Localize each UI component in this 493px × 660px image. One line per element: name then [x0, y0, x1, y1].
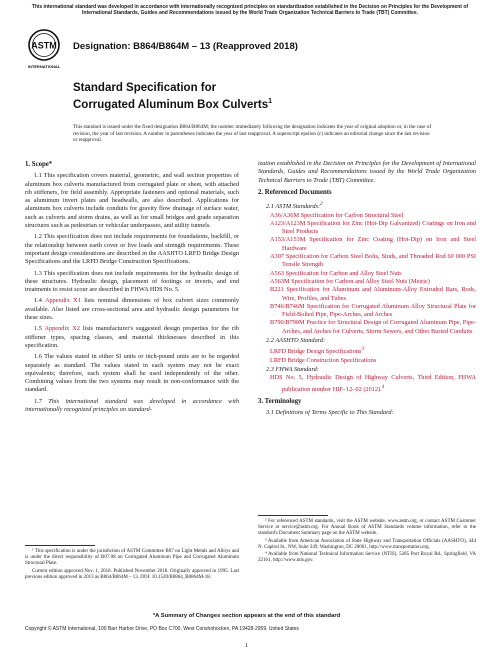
footnotes-right	[258, 519, 476, 565]
para-1-4-text: lists nominal dimensions of box culvert sizes commonly available. Also listed are cross-sectional area and hydraulic design parameters for these sizes.	[25, 297, 239, 322]
page-title	[73, 81, 272, 112]
para-1-7-continued: ization established in the Decision on Principles for the Development of International Standards, Guides and Recommendations issued by the World Trade Organization Technical Barriers to Trade (TBT) Committee.	[258, 160, 476, 184]
appendix-x2-link[interactable]: Appendix X2	[44, 325, 80, 333]
copyright-notice: Copyright © ASTM International, 100 Barr Harbor Drive, PO Box C700, West Conshohocken, PA 19428-2959. United States	[25, 626, 299, 632]
reference-code[interactable]: A153/A153M	[270, 236, 306, 244]
fhwa-footnote-ref: 4	[381, 383, 385, 390]
fhwa-heading: 2.3 FHWA Standard:	[266, 366, 319, 374]
reference-item[interactable]	[270, 220, 476, 237]
para-1-4	[25, 297, 239, 322]
footnote-1-edition: Current edition approved Nov. 1, 2018. Published November 2018. Originally approved in 1995. Last previous edition approved in 2013 as B864/B864M – 13. DOI: 10.1520/B0864_B0864M-18.	[25, 568, 239, 580]
logo-subtext: INTERNATIONAL	[27, 64, 61, 69]
left-column	[25, 160, 239, 417]
right-column	[258, 160, 476, 418]
para-1-4-number: 1.4	[34, 297, 45, 305]
para-1-2: 1.2 This specification does not include requirements for foundations, backfill, or the relationship between earth cover or live loads and strength requirements. These important design considerations are described in the AASHTO LRFD Bridge Design Specifications and the LRFD Bridge Construction Specifications.	[25, 233, 239, 266]
reference-title[interactable]: Specification for Corrugated Aluminum Alloy Structural Plate for Field-Bolted Pipe, Pipe-Arches, and Arches	[282, 302, 476, 319]
para-1-5-number: 1.5	[34, 325, 45, 333]
reference-list	[258, 212, 476, 336]
para-1-1: 1.1 This specification covers material, geometric, and wall section properties of aluminum box culverts manufactured from corrugated plate or sheet, with attached rib stiffeners, for field assembly. Appropriate fasteners and optional materials, such as aluminum invert plates and headwalls, are also described. Applications for aluminum box culverts include conduits for gravity flow drainage of surface water, such as culverts and storm drains, as well as for small bridges and grade separation structures such as pedestrian or vehicular underpasses, and utility tunnels.	[25, 172, 239, 230]
astm-footnote-ref: 2	[320, 201, 323, 208]
reference-code[interactable]: A307	[270, 253, 284, 261]
referenced-documents-heading: 2. Referenced Documents	[258, 188, 332, 196]
astm-standards-heading	[266, 200, 476, 211]
terminology-3-1: 3.1 Definitions of Terms Specific to This Standard:	[266, 409, 394, 417]
footnote-divider-right	[258, 515, 328, 516]
summary-of-changes-note: *A Summary of Changes section appears at the end of this standard	[152, 613, 341, 619]
astm-logo-icon	[26, 28, 62, 70]
astm-standards-label: 2.1 ASTM Standards:	[266, 203, 321, 211]
reference-code[interactable]: B746/B746M	[270, 302, 305, 310]
footnote-divider-left	[25, 545, 95, 546]
footnote-2: ² For referenced ASTM standards, visit the ASTM website, www.astm.org, or contact ASTM Customer Service at service@astm.org. For Annual Book of ASTM Standards volume information, refer to the standard's Document Summary page on the ASTM website.	[258, 519, 476, 537]
reference-title[interactable]: Specification for Zinc (Hot-Dip Galvanized) Coatings on Iron and Steel Products	[282, 219, 476, 236]
reference-title[interactable]: Specification for Zinc Coating (Hot-Dip) on Iron and Steel Hardware	[282, 236, 476, 252]
scope-heading: 1. Scope*	[25, 161, 53, 168]
reference-item[interactable]	[270, 319, 476, 336]
standard-notice: This international standard was developed in accordance with internationally recognized principles on standardization established in the Decision on Principles for the Development of International Standards, Guides and Recommendations issued by the World Trade Organization Technical Barriers to Trade (TBT) Committee.	[31, 4, 469, 16]
reference-code[interactable]: B790/B790M	[270, 319, 305, 327]
reference-item[interactable]	[270, 286, 476, 303]
reference-code[interactable]: A563M	[270, 277, 290, 285]
appendix-x1-link[interactable]: Appendix X1	[44, 297, 81, 305]
aashto-footnote-ref: 3	[361, 346, 365, 353]
reference-title[interactable]: Specification for Aluminum and Aluminum-Alloy Extruded Bars, Rods, Wire, Profiles, and Tubes	[282, 286, 476, 302]
footnote-1: ¹ This specification is under the jurisdiction of ASTM Committee B07 on Light Metals and Alloys and is under the direct responsibility of B07.08 on Corrugated Aluminum Pipe and Corrugated Aluminum Structural Plate.	[25, 549, 239, 567]
title-footnote-ref: 1	[268, 98, 273, 105]
para-1-5	[25, 325, 239, 350]
reference-item[interactable]	[270, 253, 476, 270]
footnote-3: ³ Available from American Association of State Highway and Transportation Officials (AASHTO), 444 N. Capitol St., NW, Suite 249, Washington, DC 20001, http://www.transportation.org.	[258, 538, 476, 550]
fhwa-ref-1[interactable]	[270, 374, 476, 394]
footnote-4: ⁴ Available from National Technical Information Service (NTIS), 5285 Port Royal Rd., Springfield, VA 22161, http://www.ntis.gov.	[258, 552, 476, 564]
aashto-ref-2[interactable]: LRFD Bridge Construction Specifications	[270, 356, 377, 364]
reference-code[interactable]: A563	[270, 269, 284, 277]
fhwa-ref-1-text[interactable]: HDS No. 5, Hydraulic Design of Highway Culverts, Third Edition, FHWA publication number HIF–12–02 (2012).	[270, 374, 476, 393]
para-1-7: 1.7 This international standard was developed in accordance with internationally recognized principles on standard-	[25, 397, 239, 414]
para-1-5-text: lists manufacturer's suggested design properties for the rib stiffener types, spacing classes, and material thicknesses described in this specification.	[25, 325, 240, 349]
reference-item[interactable]	[270, 212, 476, 220]
reference-title[interactable]: Specification for Carbon Structural Steel	[299, 211, 404, 219]
aashto-ref-1-text[interactable]: LRFD Bridge Design Specifications	[270, 348, 362, 356]
title-main: Corrugated Aluminum Box Culverts	[73, 98, 269, 111]
reference-item[interactable]	[270, 270, 476, 278]
reference-title[interactable]: Practice for Structural Design of Corrugated Aluminum Pipe, Pipe-Arches, and Arches for Culverts, Storm Sewers, and Other Buried Conduits	[282, 319, 476, 335]
reference-title[interactable]: Specification for Carbon Steel Bolts, Studs, and Threaded Rod 60 000 PSI Tensile Strength	[282, 253, 476, 269]
logo-text: ASTM	[31, 40, 57, 51]
para-1-6: 1.6 The values stated in either SI units or inch-pound units are to be regarded separately as standard. The values stated in each system may not be exact equivalents; therefore, each system shall be used independently of the other. Combining values from the two systems may result in non-conformance with the standard.	[25, 353, 239, 394]
reference-code[interactable]: A123/A123M	[270, 219, 306, 227]
reference-item[interactable]	[270, 303, 476, 320]
designation: Designation: B864/B864M – 13 (Reapproved 2018)	[73, 41, 298, 52]
footnotes-left	[25, 549, 239, 582]
reference-code[interactable]: A36/A36M	[270, 211, 300, 219]
title-line-2	[73, 95, 272, 112]
page-number: 1	[244, 642, 249, 649]
terminology-heading: 3. Terminology	[258, 398, 302, 405]
title-line-1: Standard Specification for	[73, 82, 217, 94]
standard-issue-note: This standard is issued under the fixed designation B864/B864M; the number immediately following the designation indicates the year of original adoption or, in the case of revision, the year of last revision. A number in parentheses indicates the year of last reapproval. A superscript epsilon (ε) indicates an editorial change since the last revision or reapproval.	[73, 124, 432, 144]
reference-code[interactable]: B221	[270, 286, 284, 294]
reference-item[interactable]	[270, 278, 476, 286]
aashto-ref-1[interactable]	[270, 345, 476, 356]
reference-item[interactable]	[270, 236, 476, 253]
reference-title[interactable]: Specification for Carbon and Alloy Steel Nuts (Metric)	[289, 277, 430, 285]
para-1-3: 1.3 This specification does not include requirements for the hydraulic design of these structures. Hydraulic design, placement of footings or inverts, and end treatments to resist scour are described in FHWA HDS No. 5.	[25, 269, 239, 294]
reference-title[interactable]: Specification for Carbon and Alloy Steel Nuts	[284, 269, 402, 277]
aashto-heading: 2.2 AASHTO Standard:	[266, 337, 326, 345]
